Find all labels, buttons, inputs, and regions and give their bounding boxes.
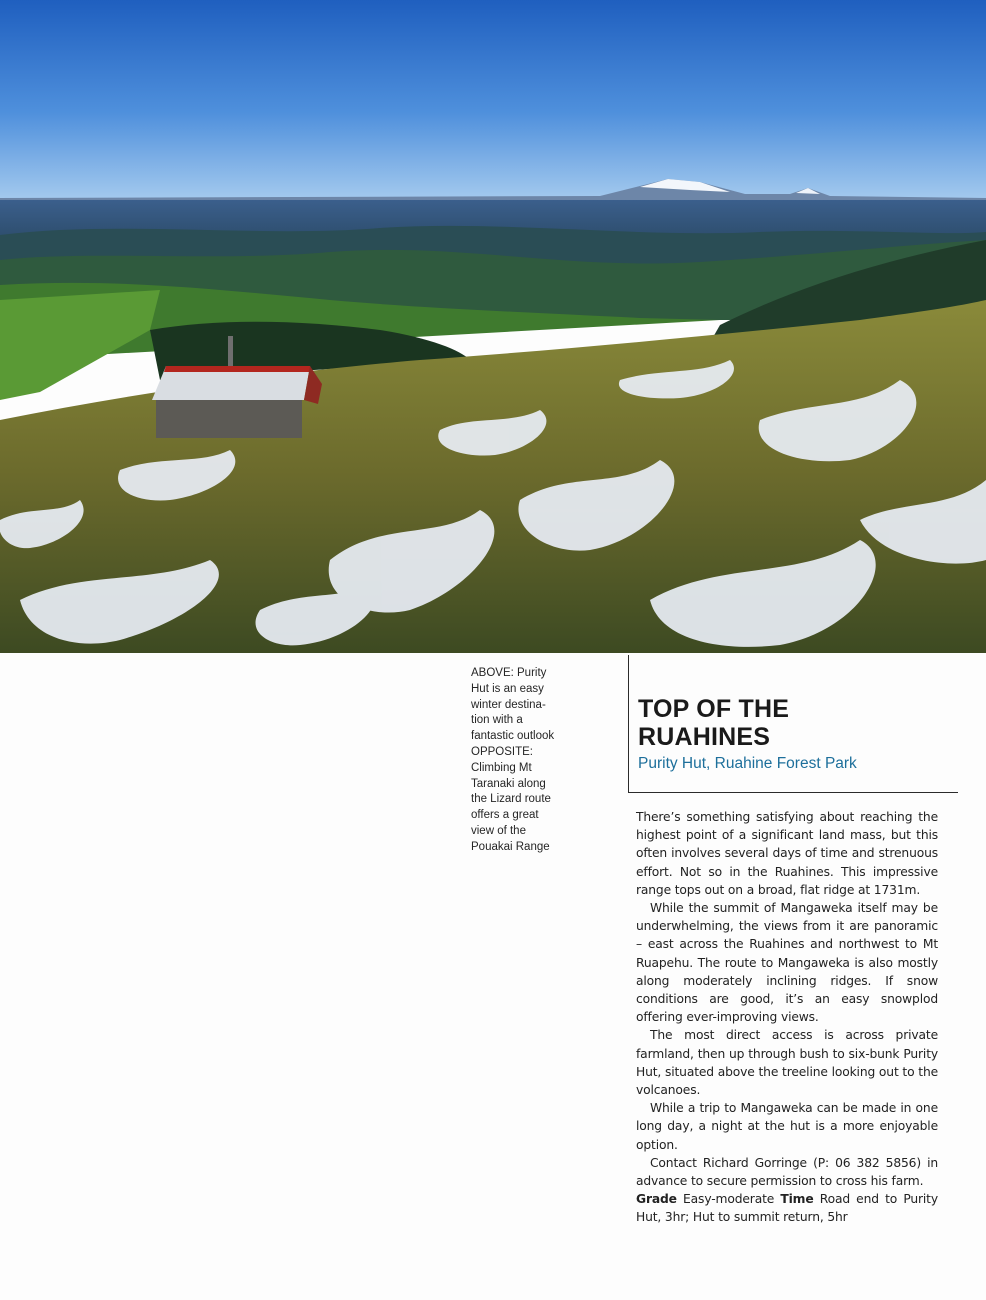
header-underline: [628, 792, 958, 793]
article-subtitle: Purity Hut, Ruahine Forest Park: [638, 755, 857, 772]
body-paragraph: While a trip to Mangaweka can be made in one long day, a night at the hut is a more enjoyable option.: [636, 1101, 938, 1152]
trip-info: [636, 1190, 938, 1226]
time-label: Time: [780, 1192, 814, 1207]
photo-caption: [471, 666, 567, 856]
title-divider: [628, 655, 629, 793]
body-paragraph: While the summit of Mangaweka itself may be underwhelming, the views from it are panoramic – east across the Ruahines and northwest to Mt Ruapehu. The route to Mangaweka is also mostly along moderately inclining ridges. If snow conditions are good, it’s an easy snowplod offering ever-improving views.: [636, 901, 938, 1025]
time-value: Road end to Purity Hut, 3hr; Hut to summit return, 5hr: [636, 1192, 938, 1225]
caption-line: tion with a: [471, 714, 523, 727]
grade-value: Easy-moderate: [676, 1192, 781, 1207]
caption-line: Climbing Mt: [471, 761, 532, 774]
caption-line: Taranaki along: [471, 777, 546, 790]
caption-line: the Lizard route: [471, 793, 551, 806]
caption-line: OPPOSITE:: [471, 745, 533, 758]
caption-line: offers a great: [471, 809, 539, 822]
caption-line: fantastic outlook: [471, 730, 555, 743]
caption-line: Pouakai Range: [471, 840, 550, 853]
article-body: [636, 808, 938, 1227]
article-title: [638, 695, 958, 751]
body-paragraph: Contact Richard Gorringe (P: 06 382 5856) in advance to secure permission to cross his farm.: [636, 1155, 938, 1189]
sky: [0, 0, 986, 205]
caption-line: view of the: [471, 824, 526, 837]
article-title-line: TOP OF THE: [638, 695, 790, 723]
grade-label: Grade: [636, 1192, 677, 1207]
caption-line: winter destina-: [471, 698, 546, 711]
body-paragraph: The most direct access is across private farmland, then up through bush to six-bunk Purity Hut, situated above the treeline looking out to the volcanoes.: [636, 1028, 938, 1098]
caption-line: Hut is an easy: [471, 682, 544, 695]
article-title-line: RUAHINES: [638, 723, 771, 751]
body-paragraph: There’s something satisfying about reaching the highest point of a significant land mass, but this often involves several days of time and strenuous effort. Not so in the Ruahines. This impressive range tops out on a broad, flat ridge at 1731m.: [636, 810, 938, 897]
caption-line: ABOVE: Purity: [471, 667, 547, 679]
